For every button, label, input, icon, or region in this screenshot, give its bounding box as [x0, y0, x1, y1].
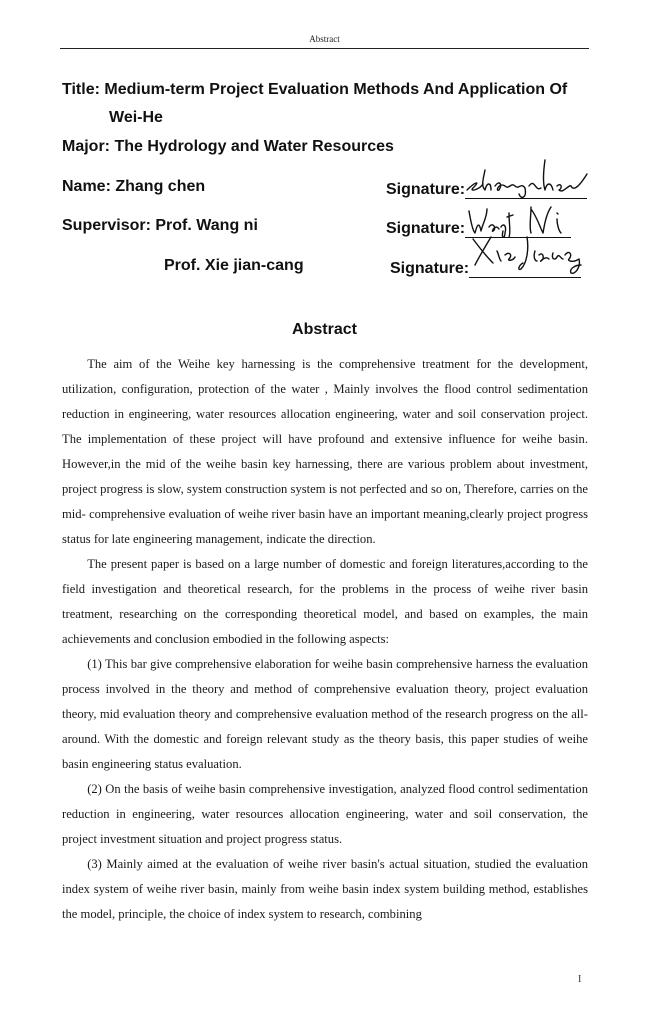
supervisor-value-2: Prof. Xie jian-cang: [164, 257, 304, 274]
title-line-1: Medium-term Project Evaluation Methods And Application Of: [104, 81, 568, 98]
title-line-2: Wei-He: [109, 109, 163, 126]
page-number: I: [578, 974, 582, 985]
handwritten-signature-3: [469, 233, 587, 279]
major-value: The Hydrology and Water Resources: [114, 138, 394, 155]
signature-row-1: [386, 178, 587, 199]
header-rule: [60, 48, 589, 49]
abstract-paragraph: The aim of the Weihe key harnessing is the comprehensive treatment for the development, utilization, configuration, protection of the water , Mainly involves the flood control sedimentation reduction in engineering, water resources allocation engineering, water and soil conservation project. The implementation of these project will have profound and extensive influence for weihe basin. However,in the mid of the weihe basin key harnessing, there are various problem about investment, project progress is slow, system construction system is not perfected and so on, Therefore, carries on the mid- comprehensive evaluation of weihe river basin have an important meaning,clearly project progress status for late engineering management, indicate the direction.: [62, 357, 588, 546]
signature-label-1: Signature:: [386, 181, 466, 198]
abstract-body: [62, 352, 588, 927]
abstract-paragraph: (2) On the basis of weihe basin comprehensive investigation, analyzed flood control sedimentation reduction in engineering, water resources allocation engineering, water and soil conservation, the project investment situation and project progress status.: [62, 782, 588, 846]
thesis-title: [62, 76, 592, 132]
supervisor-value-1: Prof. Wang ni: [155, 217, 258, 234]
running-header: Abstract: [309, 34, 340, 44]
handwritten-signature-1: [465, 160, 589, 200]
supervisor-label: Supervisor:: [62, 217, 151, 234]
signature-label-3: Signature:: [390, 260, 470, 277]
abstract-heading: Abstract: [292, 321, 357, 338]
supervisor-row: [62, 217, 258, 235]
abstract-paragraph: The present paper is based on a large number of domestic and foreign literatures,according to the field investigation and theoretical research, for the problems in the process of weihe river basin treatment, researching on the corresponding theoretical model, and based on examples, the main achievements and conclusion embodied in the following aspects:: [62, 557, 588, 646]
signature-line-3: [469, 257, 581, 278]
signature-label-2: Signature:: [386, 220, 466, 237]
abstract-paragraph: (3) Mainly aimed at the evaluation of weihe river basin's actual situation, studied the evaluation index system of weihe river basin, mainly from weihe basin index system building method, establishes the model, principle, the choice of index system to research, combining: [62, 857, 588, 921]
abstract-paragraph: (1) This bar give comprehensive elaboration for weihe basin comprehensive harness the evaluation process involved in the theory and method of comprehensive evaluation theory, project evaluation theory, mid evaluation theory and comprehensive evaluation method of the research progress on the all-around. With the domestic and foreign relevant study as the theory basis, this paper studies of weihe basin engineering status evaluation.: [62, 657, 588, 771]
title-label: Title:: [62, 81, 100, 98]
major-row: [62, 138, 394, 156]
major-label: Major:: [62, 138, 110, 155]
name-value: Zhang chen: [115, 178, 206, 195]
name-label: Name:: [62, 178, 111, 195]
name-row: [62, 178, 205, 196]
supervisor-row-2: [164, 257, 304, 275]
signature-line-1: [465, 178, 587, 199]
signature-row-3: [390, 257, 581, 278]
